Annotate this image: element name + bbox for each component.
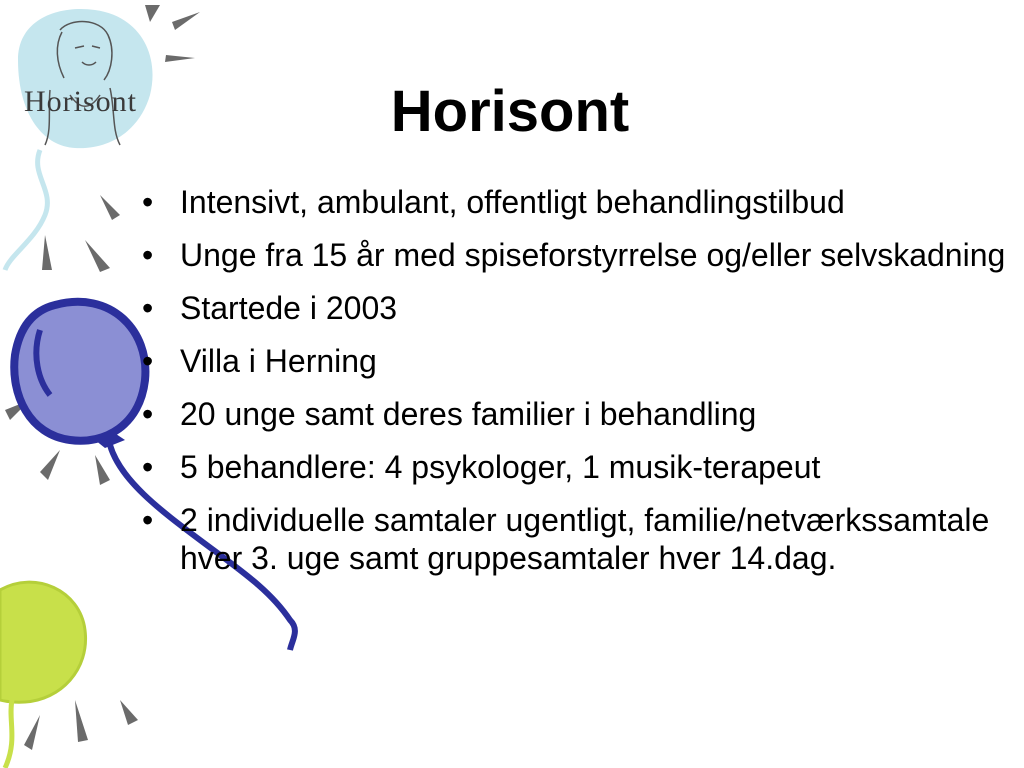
green-balloon — [0, 582, 86, 768]
bullet-item: • 5 behandlere: 4 psykologer, 1 musik-terapeut — [140, 448, 1020, 486]
bullet-item: • Villa i Herning — [140, 342, 1020, 380]
bullet-item: • 2 individuelle samtaler ugentligt, familie/netværkssamtale hver 3. uge samt gruppesamtaler hver 14.dag. — [140, 501, 1020, 577]
slide-title: Horisont — [390, 78, 630, 144]
logo-text: Horisont — [24, 85, 137, 118]
light-blue-balloon — [5, 9, 153, 270]
bullet-item: • Intensivt, ambulant, offentligt behandlingstilbud — [140, 183, 1020, 221]
bullet-item: • Startede i 2003 — [140, 289, 1020, 327]
bullet-list — [140, 183, 1020, 592]
bullet-item: • Unge fra 15 år med spiseforstyrrelse og/eller selvskadning — [140, 236, 1020, 274]
bullet-item: • 20 unge samt deres familier i behandling — [140, 395, 1020, 433]
